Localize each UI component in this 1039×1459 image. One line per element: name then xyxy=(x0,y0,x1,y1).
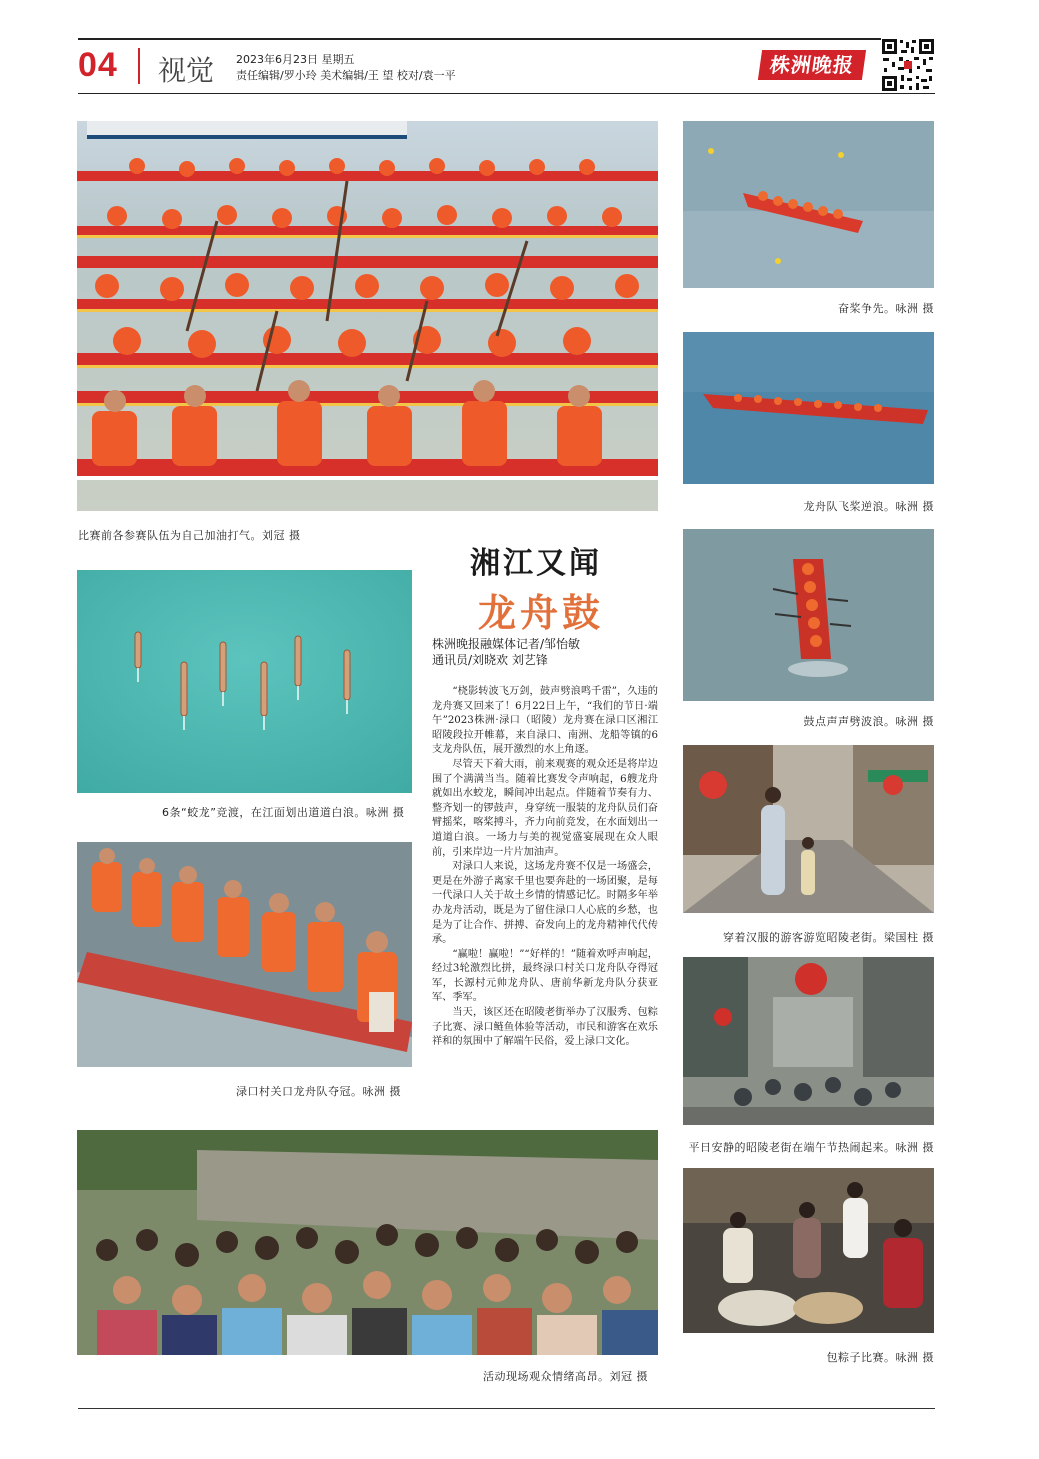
footer-rule xyxy=(78,1408,935,1409)
header-bottom-rule xyxy=(78,93,935,94)
right-photo-5-caption: 平日安静的昭陵老街在端午节热闹起来。咏洲 摄 xyxy=(688,1141,934,1154)
header-divider xyxy=(138,48,140,84)
crowd-photo xyxy=(77,1130,658,1355)
header-top-rule xyxy=(78,38,935,40)
winners-photo-caption: 渌口村关口龙舟队夺冠。咏洲 摄 xyxy=(236,1085,401,1098)
right-photo-4-caption: 穿着汉服的游客游览昭陵老街。梁国柱 摄 xyxy=(723,931,934,944)
editor-credits: 责任编辑/罗小玲 美术编辑/王 望 校对/袁一平 xyxy=(236,69,456,82)
right-photo-2-caption: 龙舟队飞桨逆浪。咏洲 摄 xyxy=(803,500,934,513)
right-photo-2 xyxy=(683,332,934,484)
article-paragraph: “赢啦！赢啦！”“好样的！”随着欢呼声响起，经过3轮激烈比拼，最终渌口村关口龙舟队夺得冠军，长源村元帅龙舟队、唐前华新龙舟队分获亚军、季军。 xyxy=(432,948,658,1004)
right-photo-6 xyxy=(683,1168,934,1333)
byline-reporter: 株洲晚报融媒体记者/邹怡敏 xyxy=(432,637,581,651)
page-number: 04 xyxy=(78,46,118,84)
winners-photo xyxy=(77,842,412,1067)
headline-line-1: 湘江又闻 xyxy=(470,546,602,581)
article-paragraph: 尽管天下着大雨，前来观赛的观众还是将岸边围了个满满当当。随着比赛发令声响起，6艘龙舟就如出水蛟龙，瞬间冲出起点。伴随着节奏有力、整齐划一的锣鼓声，身穿统一服装的龙舟队员们奋臂摇桨，喀桨搏斗，齐力向前竞发，在水面划出一道道白浪。一场力与美的视觉盛宴展现在众人眼前，引来岸边一片片加油声。 xyxy=(432,758,658,858)
article-paragraph: 对渌口人来说，这场龙舟赛不仅是一场盛会，更是在外游子离家千里也要奔赴的一场团聚，是每一代渌口人关于故土乡情的情感记忆。时隔多年举办龙舟活动，既是为了留住渌口人心底的乡愁，也是为了让合作、拼搏、奋发向上的龙舟精神代代传承。 xyxy=(432,861,658,946)
newspaper-logo: 株洲晚报 xyxy=(758,50,866,80)
right-photo-3-caption: 鼓点声声劈波浪。咏洲 摄 xyxy=(803,715,934,728)
article-body xyxy=(432,685,658,1050)
issue-date: 2023年6月23日 星期五 xyxy=(236,53,355,66)
article-paragraph: 当天，该区还在昭陵老街举办了汉服秀、包粽子比赛、渌口鲢鱼体验等活动，市民和游客在欢乐祥和的氛围中了解端午民俗，爱上渌口文化。 xyxy=(432,1007,658,1048)
aerial-photo-caption: 6条“蛟龙”竞渡，在江面划出道道白浪。咏洲 摄 xyxy=(162,806,405,819)
headline-line-2: 龙舟鼓 xyxy=(478,591,605,635)
section-title: 视觉 xyxy=(158,54,215,87)
article-paragraph: “桡影转波飞万剑，鼓声劈浪鸣千雷”，久违的龙舟赛又回来了！6月22日上午，“我们的节日·端午”2023株洲·渌口（昭陵）龙舟赛在渌口区湘江昭陵段拉开帷幕，来自渌口、南洲、龙船等镇的6支龙舟队伍，展开激烈的水上角逐。 xyxy=(432,686,658,756)
qr-code-icon[interactable] xyxy=(881,38,935,92)
right-photo-5 xyxy=(683,957,934,1125)
right-photo-1-caption: 奋桨争先。咏洲 摄 xyxy=(838,302,934,315)
right-photo-3 xyxy=(683,529,934,701)
right-photo-4 xyxy=(683,745,934,913)
right-photo-6-caption: 包粽子比赛。咏洲 摄 xyxy=(826,1351,934,1364)
right-photo-1 xyxy=(683,121,934,288)
byline-correspondents: 通讯员/刘晓欢 刘艺锋 xyxy=(432,653,548,667)
aerial-photo-six-boats xyxy=(77,570,412,793)
crowd-photo-caption: 活动现场观众情绪高昂。刘冠 摄 xyxy=(483,1370,648,1383)
main-photo-dragon-boats xyxy=(77,121,658,511)
main-photo-caption: 比赛前各参赛队伍为自己加油打气。刘冠 摄 xyxy=(78,529,301,542)
